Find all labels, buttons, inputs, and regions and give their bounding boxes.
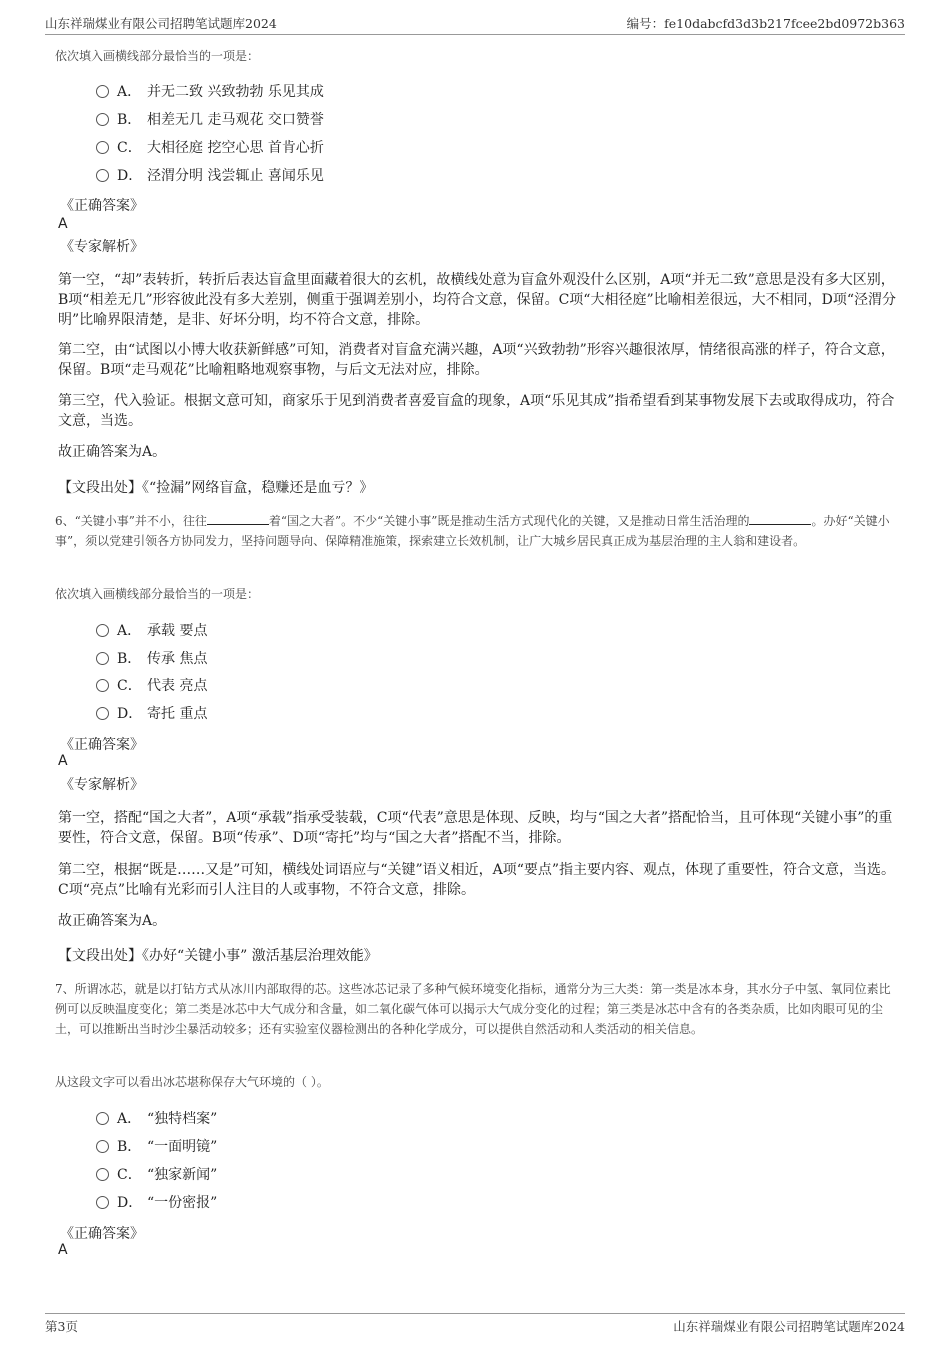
q5-analysis-2: 第二空，由“试图以小博大收获新鲜感”可知，消费者对盲盒充满兴趣，A项“兴致勃勃”形容兴趣很浓厚，情绪很高涨的样子，符合文意，保留。B项“走马观花”比喻粗略地观察事物，与后文无法对应，排除。 xyxy=(58,342,895,378)
radio-icon[interactable] xyxy=(96,85,109,98)
q7-answer-label: 《正确答案》 xyxy=(60,1226,144,1242)
q5-analysis-label: 《专家解析》 xyxy=(60,239,144,255)
radio-icon[interactable] xyxy=(96,707,109,720)
q6-question-text: 6、“关键小事”并不小，往往 着“国之大者”。不少“关键小事”既是推动生活方式现代化的关键，又是推动日常生活治理的 。办好“关键小事”，须以党建引领各方协同发力，坚持问题导向、保障精准施策，探索建立长效机制，让广大城乡居民真正成为基层治理的主人翁和建设者。 xyxy=(55,514,890,548)
q6-option-d[interactable]: D． 寄托 重点 xyxy=(96,704,207,724)
q6-analysis-3: 故正确答案为A。 xyxy=(58,913,167,929)
q6-answer-label: 《正确答案》 xyxy=(60,737,144,753)
q7-option-a[interactable]: A． “独特档案” xyxy=(96,1109,217,1129)
q7-option-b[interactable]: B． “一面明镜” xyxy=(96,1137,217,1157)
q6-prompt: 依次填入画横线部分最恰当的一项是： xyxy=(55,587,260,601)
q5-option-c[interactable]: C． 大相径庭 挖空心思 首肯心折 xyxy=(96,138,324,158)
q5-analysis-4: 故正确答案为A。 xyxy=(58,444,167,460)
q7-question-text: 7、所谓冰芯，就是以打钻方式从冰川内部取得的芯。这些冰芯记录了多种气候环境变化指标，通常分为三大类：第一类是冰本身，其水分子中氢、氧同位素比例可以反映温度变化；第二类是冰芯中大气成分和含量，如二氧化碳气体可以揭示大气成分变化的过程；第三类是冰芯中含有的各类杂质，比如肉眼可见的尘土，可以推断出当时沙尘暴活动较多；还有实验室仪器检测出的各种化学成分，可以提供自然活动和人类活动的相关信息。 xyxy=(55,982,891,1036)
q6-analysis-1: 第一空，搭配“国之大者”，A项“承载”指承受装载，C项“代表”意思是体现、反映，均与“国之大者”搭配恰当，且可体现“关键小事”的重要性，符合文意，保留。B项“传承”、D项“寄托”均与“国之大者”搭配不当，排除。 xyxy=(58,810,893,846)
radio-icon[interactable] xyxy=(96,141,109,154)
q5-analysis-3: 第三空，代入验证。根据文意可知，商家乐于见到消费者喜爱盲盒的现象，A项“乐见其成”指希望看到某事物发展下去或取得成功，符合文意，当选。 xyxy=(58,393,895,429)
q5-option-a[interactable]: A． 并无二致 兴致勃勃 乐见其成 xyxy=(96,82,324,102)
radio-icon[interactable] xyxy=(96,1168,109,1181)
q7-option-d[interactable]: D． “一份密报” xyxy=(96,1193,217,1213)
radio-icon[interactable] xyxy=(96,1140,109,1153)
q5-option-b[interactable]: B． 相差无几 走马观花 交口赞誉 xyxy=(96,110,324,130)
q6-analysis-2: 第二空，根据“既是……又是”可知，横线处词语应与“关键”语义相近，A项“要点”指主要内容、观点，体现了重要性，符合文意，当选。C项“亮点”比喻有光彩而引人注目的人或事物，不符合文意，排除。 xyxy=(58,862,896,898)
q7-answer: A xyxy=(58,1242,68,1258)
page-footer xyxy=(45,1313,905,1338)
radio-icon[interactable] xyxy=(96,679,109,692)
q5-analysis-1: 第一空，“却”表转折，转折后表达盲盒里面藏着很大的玄机，故横线处意为盲盒外观没什么区别，A项“并无二致”意思是没有多大区别，B项“相差无几”形容彼此没有多大差别，侧重于强调差别小，均符合文意，保留。C项“大相径庭”比喻相差很远，大不相同，D项“泾渭分明”比喻界限清楚，是非、好坏分明，均不符合文意，排除。 xyxy=(58,272,897,328)
q7-prompt: 从这段文字可以看出冰芯堪称保存大气环境的（ ）。 xyxy=(55,1075,329,1089)
radio-icon[interactable] xyxy=(96,169,109,182)
page-number: 第3页 xyxy=(45,1319,78,1334)
radio-icon[interactable] xyxy=(96,652,109,665)
radio-icon[interactable] xyxy=(96,624,109,637)
q5-answer: A xyxy=(58,216,68,232)
q6-analysis-label: 《专家解析》 xyxy=(60,777,144,793)
page-header xyxy=(45,14,905,35)
q7-option-c[interactable]: C． “独家新闻” xyxy=(96,1165,217,1185)
radio-icon[interactable] xyxy=(96,113,109,126)
fill-blank xyxy=(749,512,811,525)
q5-source: 【文段出处】《“捡漏”网络盲盒，稳赚还是血亏？》 xyxy=(58,480,374,496)
header-title: 山东祥瑞煤业有限公司招聘笔试题库2024 xyxy=(45,16,277,31)
q5-prompt: 依次填入画横线部分最恰当的一项是： xyxy=(55,49,260,63)
q6-option-a[interactable]: A． 承载 要点 xyxy=(96,621,207,641)
q6-source: 【文段出处】《办好“关键小事” 激活基层治理效能》 xyxy=(58,948,378,964)
fill-blank xyxy=(207,512,269,525)
q6-answer: A xyxy=(58,753,68,769)
q6-option-c[interactable]: C． 代表 亮点 xyxy=(96,676,207,696)
radio-icon[interactable] xyxy=(96,1196,109,1209)
q5-option-d[interactable]: D． 泾渭分明 浅尝辄止 喜闻乐见 xyxy=(96,166,324,186)
q5-answer-label: 《正确答案》 xyxy=(60,198,144,214)
footer-title: 山东祥瑞煤业有限公司招聘笔试题库2024 xyxy=(673,1319,905,1334)
radio-icon[interactable] xyxy=(96,1112,109,1125)
header-doc-id: 编号：fe10dabcfd3d3b217fcee2bd0972b363 xyxy=(626,16,905,31)
q6-option-b[interactable]: B． 传承 焦点 xyxy=(96,649,207,669)
